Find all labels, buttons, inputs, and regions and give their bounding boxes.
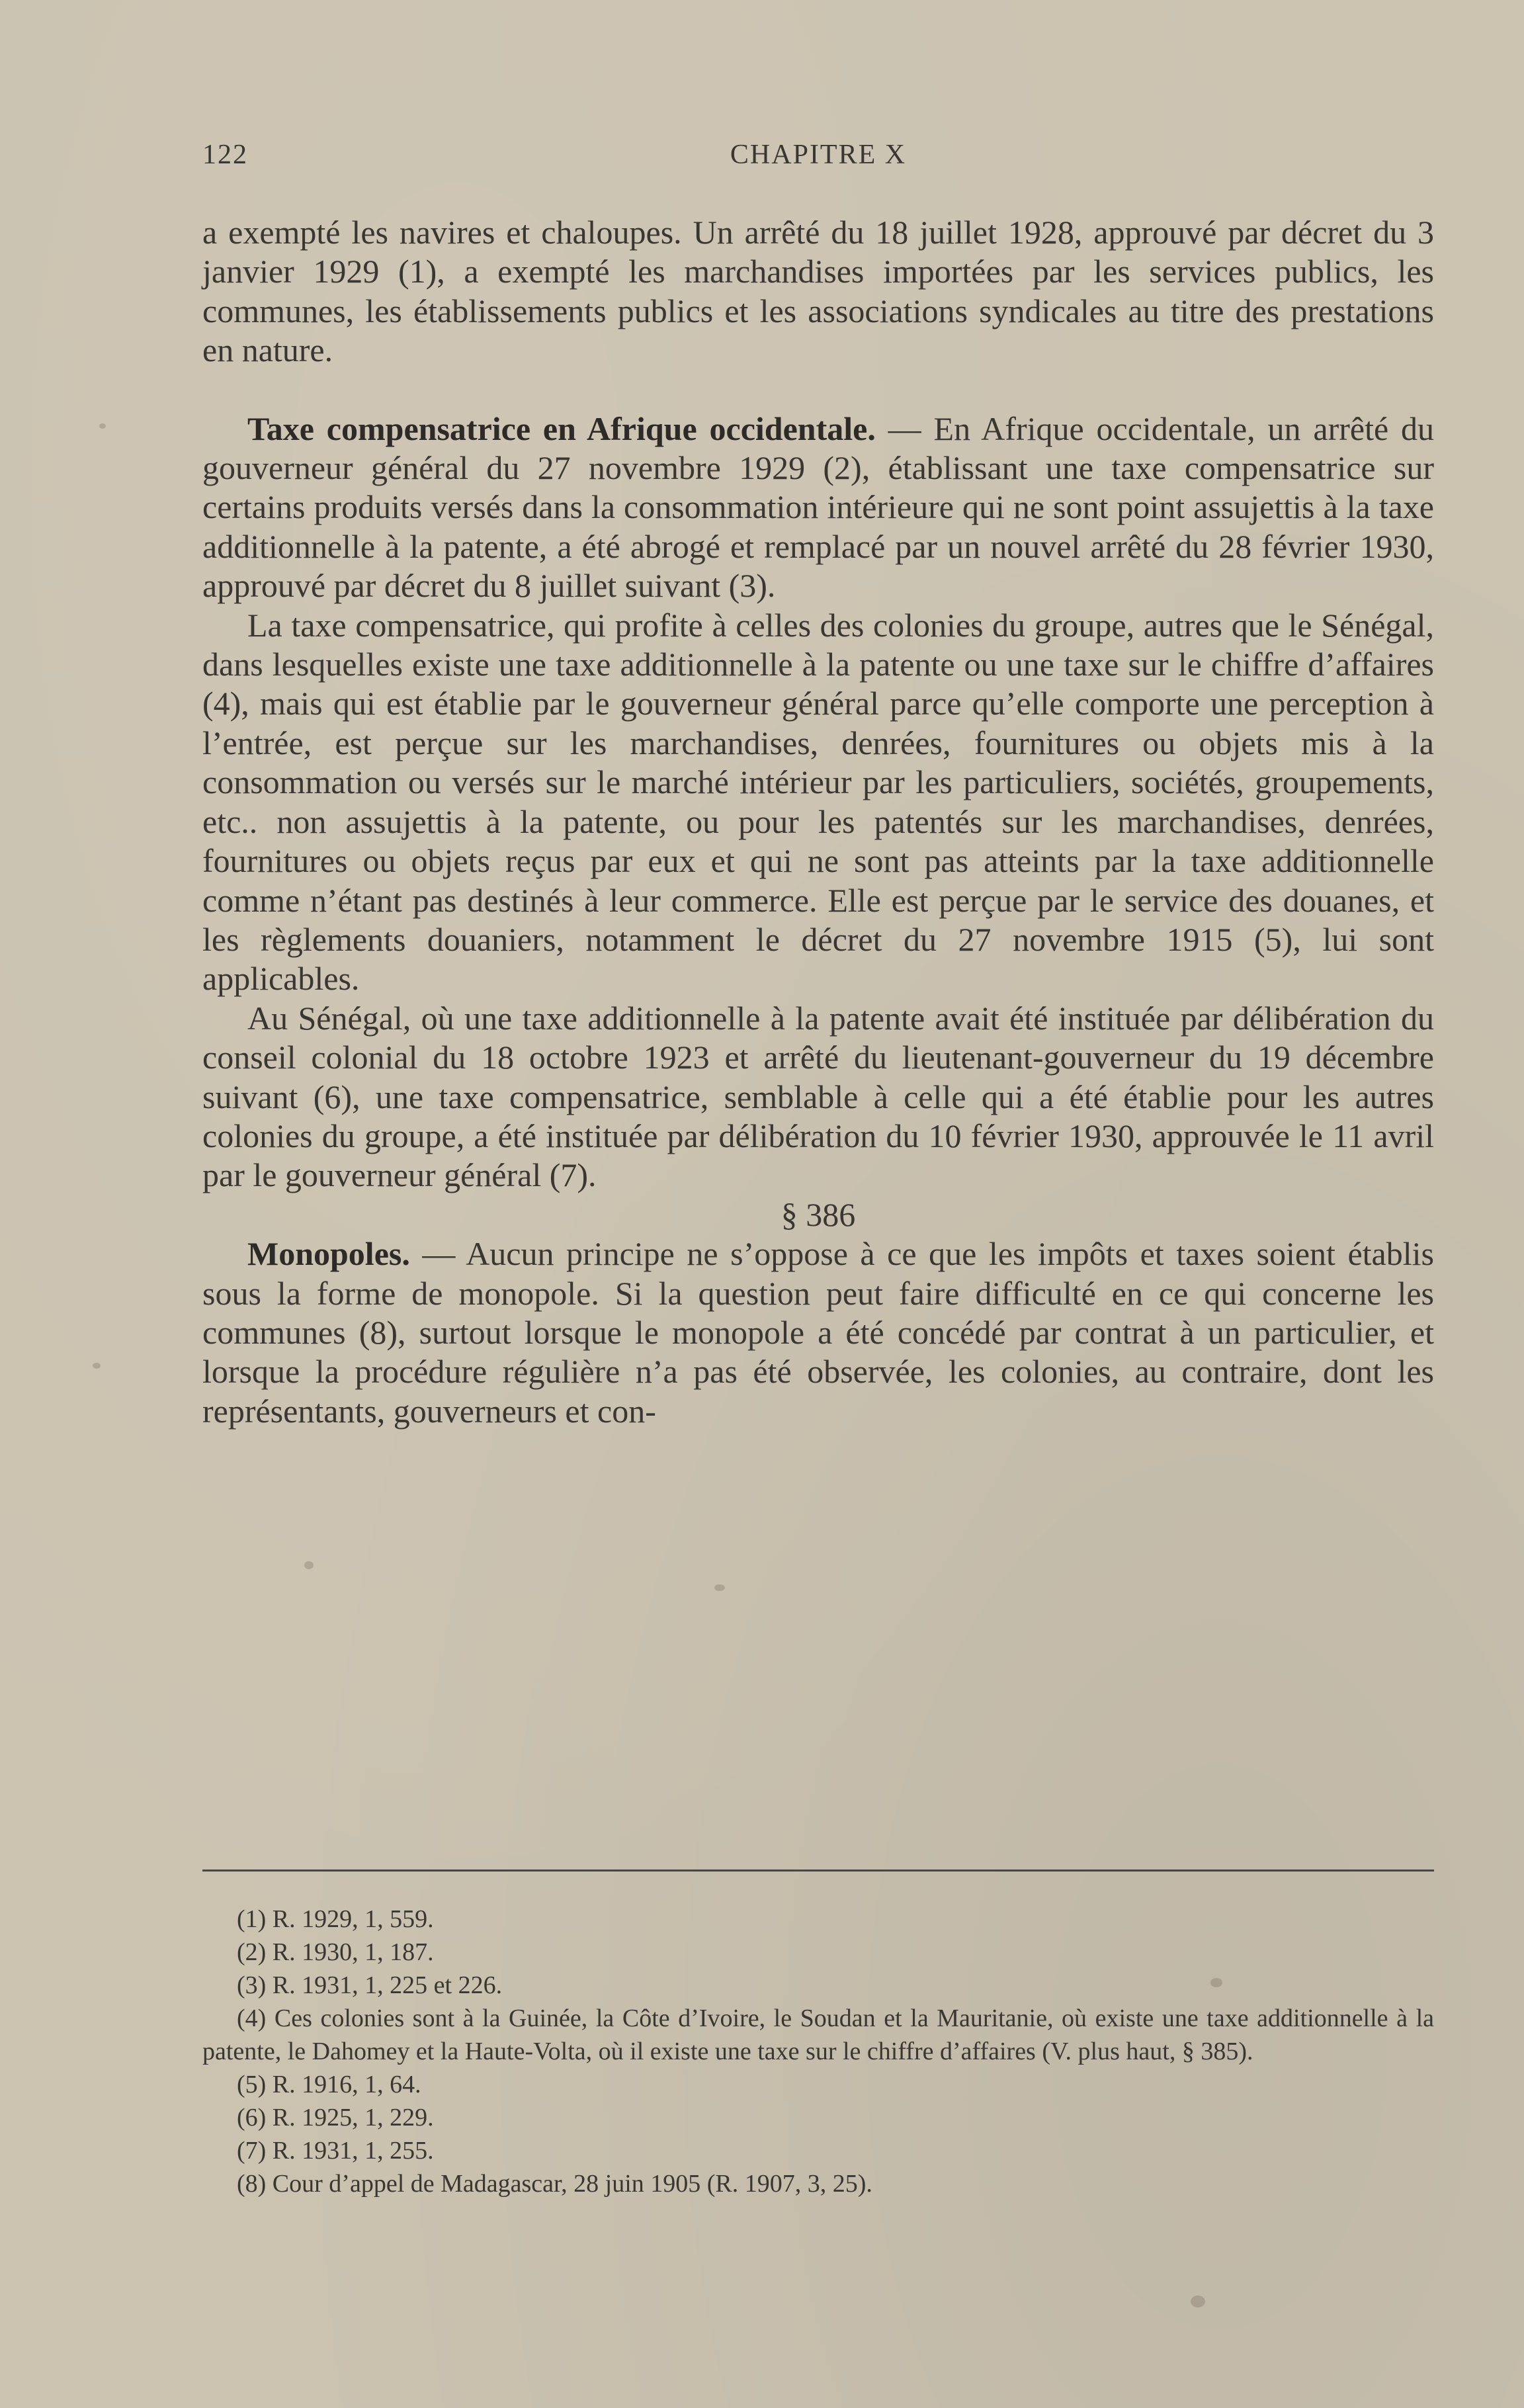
footnote: (1) R. 1929, 1, 559.	[237, 1905, 434, 1933]
paragraph-text: — En Afrique occidentale, un arrêté du gouverneur général du 27 novembre 1929 (2), établissant une taxe compensatrice sur certains produits versés dans la consommation intérieure qui ne sont point assujettis à la taxe additionnelle à la patente, a été abrogé et remplacé par un nouvel arrêté du 28 février 1930, approuvé par décret du 8 juillet suivant (3).	[202, 409, 1435, 605]
section-number: § 386	[781, 1195, 856, 1233]
paragraph-monopoles	[202, 1234, 1434, 1431]
footnote: (5) R. 1916, 1, 64.	[237, 2071, 421, 2098]
paragraph-senegal: Au Sénégal, où une taxe additionnelle à la patente avait été instituée par délibération du conseil colonial du 18 octobre 1923 et arrêté du lieutenant-gouverneur du 19 décembre suivant (6), une taxe compensatrice, semblable à celle qui a été établie pour les autres colonies du groupe, a été instituée par délibération du 10 février 1930, approuvée le 11 avril par le gouverneur général (7).	[202, 999, 1434, 1194]
paper-speck	[99, 423, 106, 429]
paper-speck	[1191, 2296, 1205, 2307]
page-header	[202, 139, 1434, 179]
run-in-heading-monopoles: Monopoles.	[247, 1235, 410, 1273]
paragraph-taxe-compensatrice	[202, 409, 1434, 606]
running-head: CHAPITRE X	[730, 140, 907, 170]
paper-speck	[1210, 1978, 1222, 1987]
paragraph-text: — Aucun principe ne s’oppose à ce que les impôts et taxes soient établis sous la forme de monopole. Si la question peut faire difficulté en ce qui concerne les communes (8), surtout lorsque le monopole a été concédé par contrat à un particulier, et lorsque la procédure régulière n’a pas été observée, les colonies, au contraire, dont les représentants, gouverneurs et con-	[202, 1235, 1434, 1430]
run-in-heading-taxe: Taxe compensatrice en Afrique occidentale.	[247, 409, 876, 447]
page-number: 122	[202, 140, 248, 170]
footnote: (7) R. 1931, 1, 255.	[237, 2137, 434, 2165]
paragraph-continuation: a exempté les navires et chaloupes. Un arrêté du 18 juillet 1928, approuvé par décret du 3 janvier 1929 (1), a exempté les marchandises importées par les services publics, les communes, les établissements publics et les associations syndicales au titre des prestations en nature.	[202, 214, 1434, 369]
footnote: (4) Ces colonies sont à la Guinée, la Côte d’Ivoire, le Soudan et la Mauritanie, où existe une taxe additionnelle à la patente, le Dahomey et la Haute-Volta, où il existe une taxe sur le chiffre d’affaires (V. plus haut, § 385).	[202, 2004, 1434, 2065]
footnote: (6) R. 1925, 1, 229.	[237, 2104, 434, 2131]
footnote: (3) R. 1931, 1, 225 et 226.	[237, 1971, 503, 1999]
paper-speck	[93, 1363, 101, 1369]
footnote-separator	[202, 1870, 1434, 1871]
footnote: (2) R. 1930, 1, 187.	[237, 1938, 434, 1966]
paper-speck	[714, 1584, 725, 1591]
paragraph-taxe-details: La taxe compensatrice, qui profite à celles des colonies du groupe, autres que le Sénégal, dans lesquelles existe une taxe additionnelle à la patente ou une taxe sur le chiffre d’affaires (4), mais qui est établie par le gouverneur général parce qu’elle comporte une perception à l’entrée, est perçue sur les marchandises, denrées, fournitures ou objets mis à la consommation ou versés sur le marché intérieur par les particuliers, sociétés, groupements, etc.. non assujettis à la patente, ou pour les patentés sur les marchandises, denrées, fournitures ou objets reçus par eux et qui ne sont pas atteints par la taxe additionnelle comme n’étant pas destinés à leur commerce. Elle est perçue par le service des douanes, et les règlements douaniers, notamment le décret du 27 novembre 1915 (5), lui sont applicables.	[202, 606, 1434, 998]
footnote: (8) Cour d’appel de Madagascar, 28 juin 1905 (R. 1907, 3, 25).	[237, 2170, 872, 2198]
paper-speck	[304, 1561, 314, 1569]
footnotes	[202, 1903, 1434, 2200]
main-text	[202, 213, 1434, 1431]
